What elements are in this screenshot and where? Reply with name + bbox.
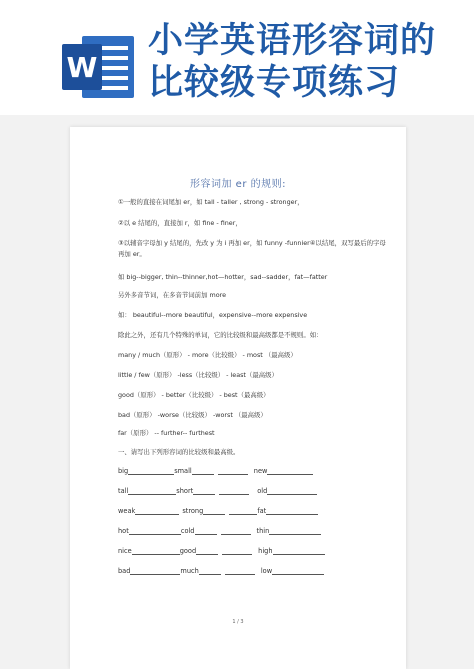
rule-line: far（原形） -- further-- furthest — [118, 429, 215, 437]
page-title-line-1: 小学英语形容词的 — [148, 21, 437, 61]
rule-line: good（原形） - better（比较级） - best（最高级） — [118, 391, 270, 399]
exercise-word: hot — [118, 527, 129, 535]
answer-blank[interactable] — [130, 567, 180, 575]
answer-blank[interactable] — [128, 467, 174, 475]
exercise-word: much — [180, 567, 199, 575]
exercise-row — [118, 507, 388, 515]
answer-blank[interactable] — [195, 527, 217, 535]
exercise-word: good — [179, 547, 197, 555]
exercise-word: cold — [180, 527, 195, 535]
header-banner — [0, 0, 474, 115]
rule-line: 如 big--bigger, thin--thinner,hot—hotter，sad--sadder，fat—fatter — [118, 273, 328, 281]
exercise-word: nice — [118, 547, 132, 555]
document-heading: 形容词加 er 的规则: — [190, 179, 286, 190]
exercise-word: big — [118, 467, 129, 475]
exercise-word: old — [257, 487, 268, 495]
rule-line: ②以 e 结尾的，直接加 r，如 fine - finer， — [118, 219, 242, 227]
answer-blank[interactable] — [267, 487, 317, 495]
answer-blank[interactable] — [266, 507, 318, 515]
page-title-line-2: 比较级专项练习 — [148, 63, 401, 103]
exercise-row — [118, 547, 388, 555]
answer-blank[interactable] — [129, 527, 181, 535]
answer-blank[interactable] — [272, 567, 324, 575]
answer-blank[interactable] — [196, 547, 218, 555]
exercise-word: high — [258, 547, 273, 555]
answer-blank[interactable] — [199, 567, 221, 575]
word-doc-icon — [62, 34, 136, 100]
document-preview-area — [0, 115, 474, 669]
answer-blank[interactable] — [273, 547, 325, 555]
exercise-word: tall — [118, 487, 129, 495]
page-number: 1 / 3 — [232, 619, 244, 625]
exercise-word: short — [176, 487, 194, 495]
rule-line: many / much（原形） - more（比较级） - most （最高级） — [118, 351, 297, 359]
exercise-word: low — [260, 567, 273, 575]
exercise-word: thin — [256, 527, 270, 535]
answer-blank[interactable] — [203, 507, 225, 515]
exercise-word: bad — [118, 567, 131, 575]
exercise-word: fat — [257, 507, 267, 515]
word-logo-letter: W — [66, 51, 98, 84]
rule-line: 另外多音节词，在多音节词前加 more — [118, 291, 227, 299]
rule-line: little / few（原形） -less（比较级） - least（最高级） — [118, 371, 278, 379]
exercise-row — [118, 467, 388, 475]
page-title — [148, 20, 436, 104]
rule-line: 如： beautiful--more beautiful，expensive--more expensive — [118, 311, 308, 319]
exercise-word: weak — [118, 507, 136, 515]
answer-blank[interactable] — [221, 527, 251, 535]
exercise-row — [118, 487, 388, 495]
answer-blank[interactable] — [193, 487, 215, 495]
answer-blank[interactable] — [219, 487, 249, 495]
exercise-row — [118, 527, 388, 535]
answer-blank[interactable] — [267, 467, 313, 475]
answer-blank[interactable] — [229, 507, 257, 515]
exercise-word: strong — [182, 507, 204, 515]
rule-line: 除此之外，还有几个特殊的单词，它的比较级和最高级都是不规则。如： — [118, 331, 323, 339]
answer-blank[interactable] — [135, 507, 179, 515]
answer-blank[interactable] — [128, 487, 176, 495]
rule-line: ③以辅音字母加 y 结尾的，先改 y 为 i 再加 er，如 funny -funnier④以结尾，双写最后的字母再加 er。 — [118, 239, 386, 258]
document-page — [70, 127, 406, 669]
answer-blank[interactable] — [132, 547, 180, 555]
rule-line: ①一般的直接在词尾加 er，如 tall - taller , strong - stronger， — [118, 198, 304, 206]
answer-blank[interactable] — [222, 547, 252, 555]
exercise-row — [118, 567, 388, 575]
answer-blank[interactable] — [225, 567, 255, 575]
answer-blank[interactable] — [218, 467, 248, 475]
answer-blank[interactable] — [269, 527, 321, 535]
answer-blank[interactable] — [192, 467, 214, 475]
rule-line: bad（原形） -worse（比较级） -worst （最高级） — [118, 411, 267, 419]
exercise-word: new — [253, 467, 268, 475]
exercise-word: small — [174, 467, 192, 475]
exercise-title: 一、请写出下列形容词的比较级和最高级。 — [118, 448, 240, 456]
